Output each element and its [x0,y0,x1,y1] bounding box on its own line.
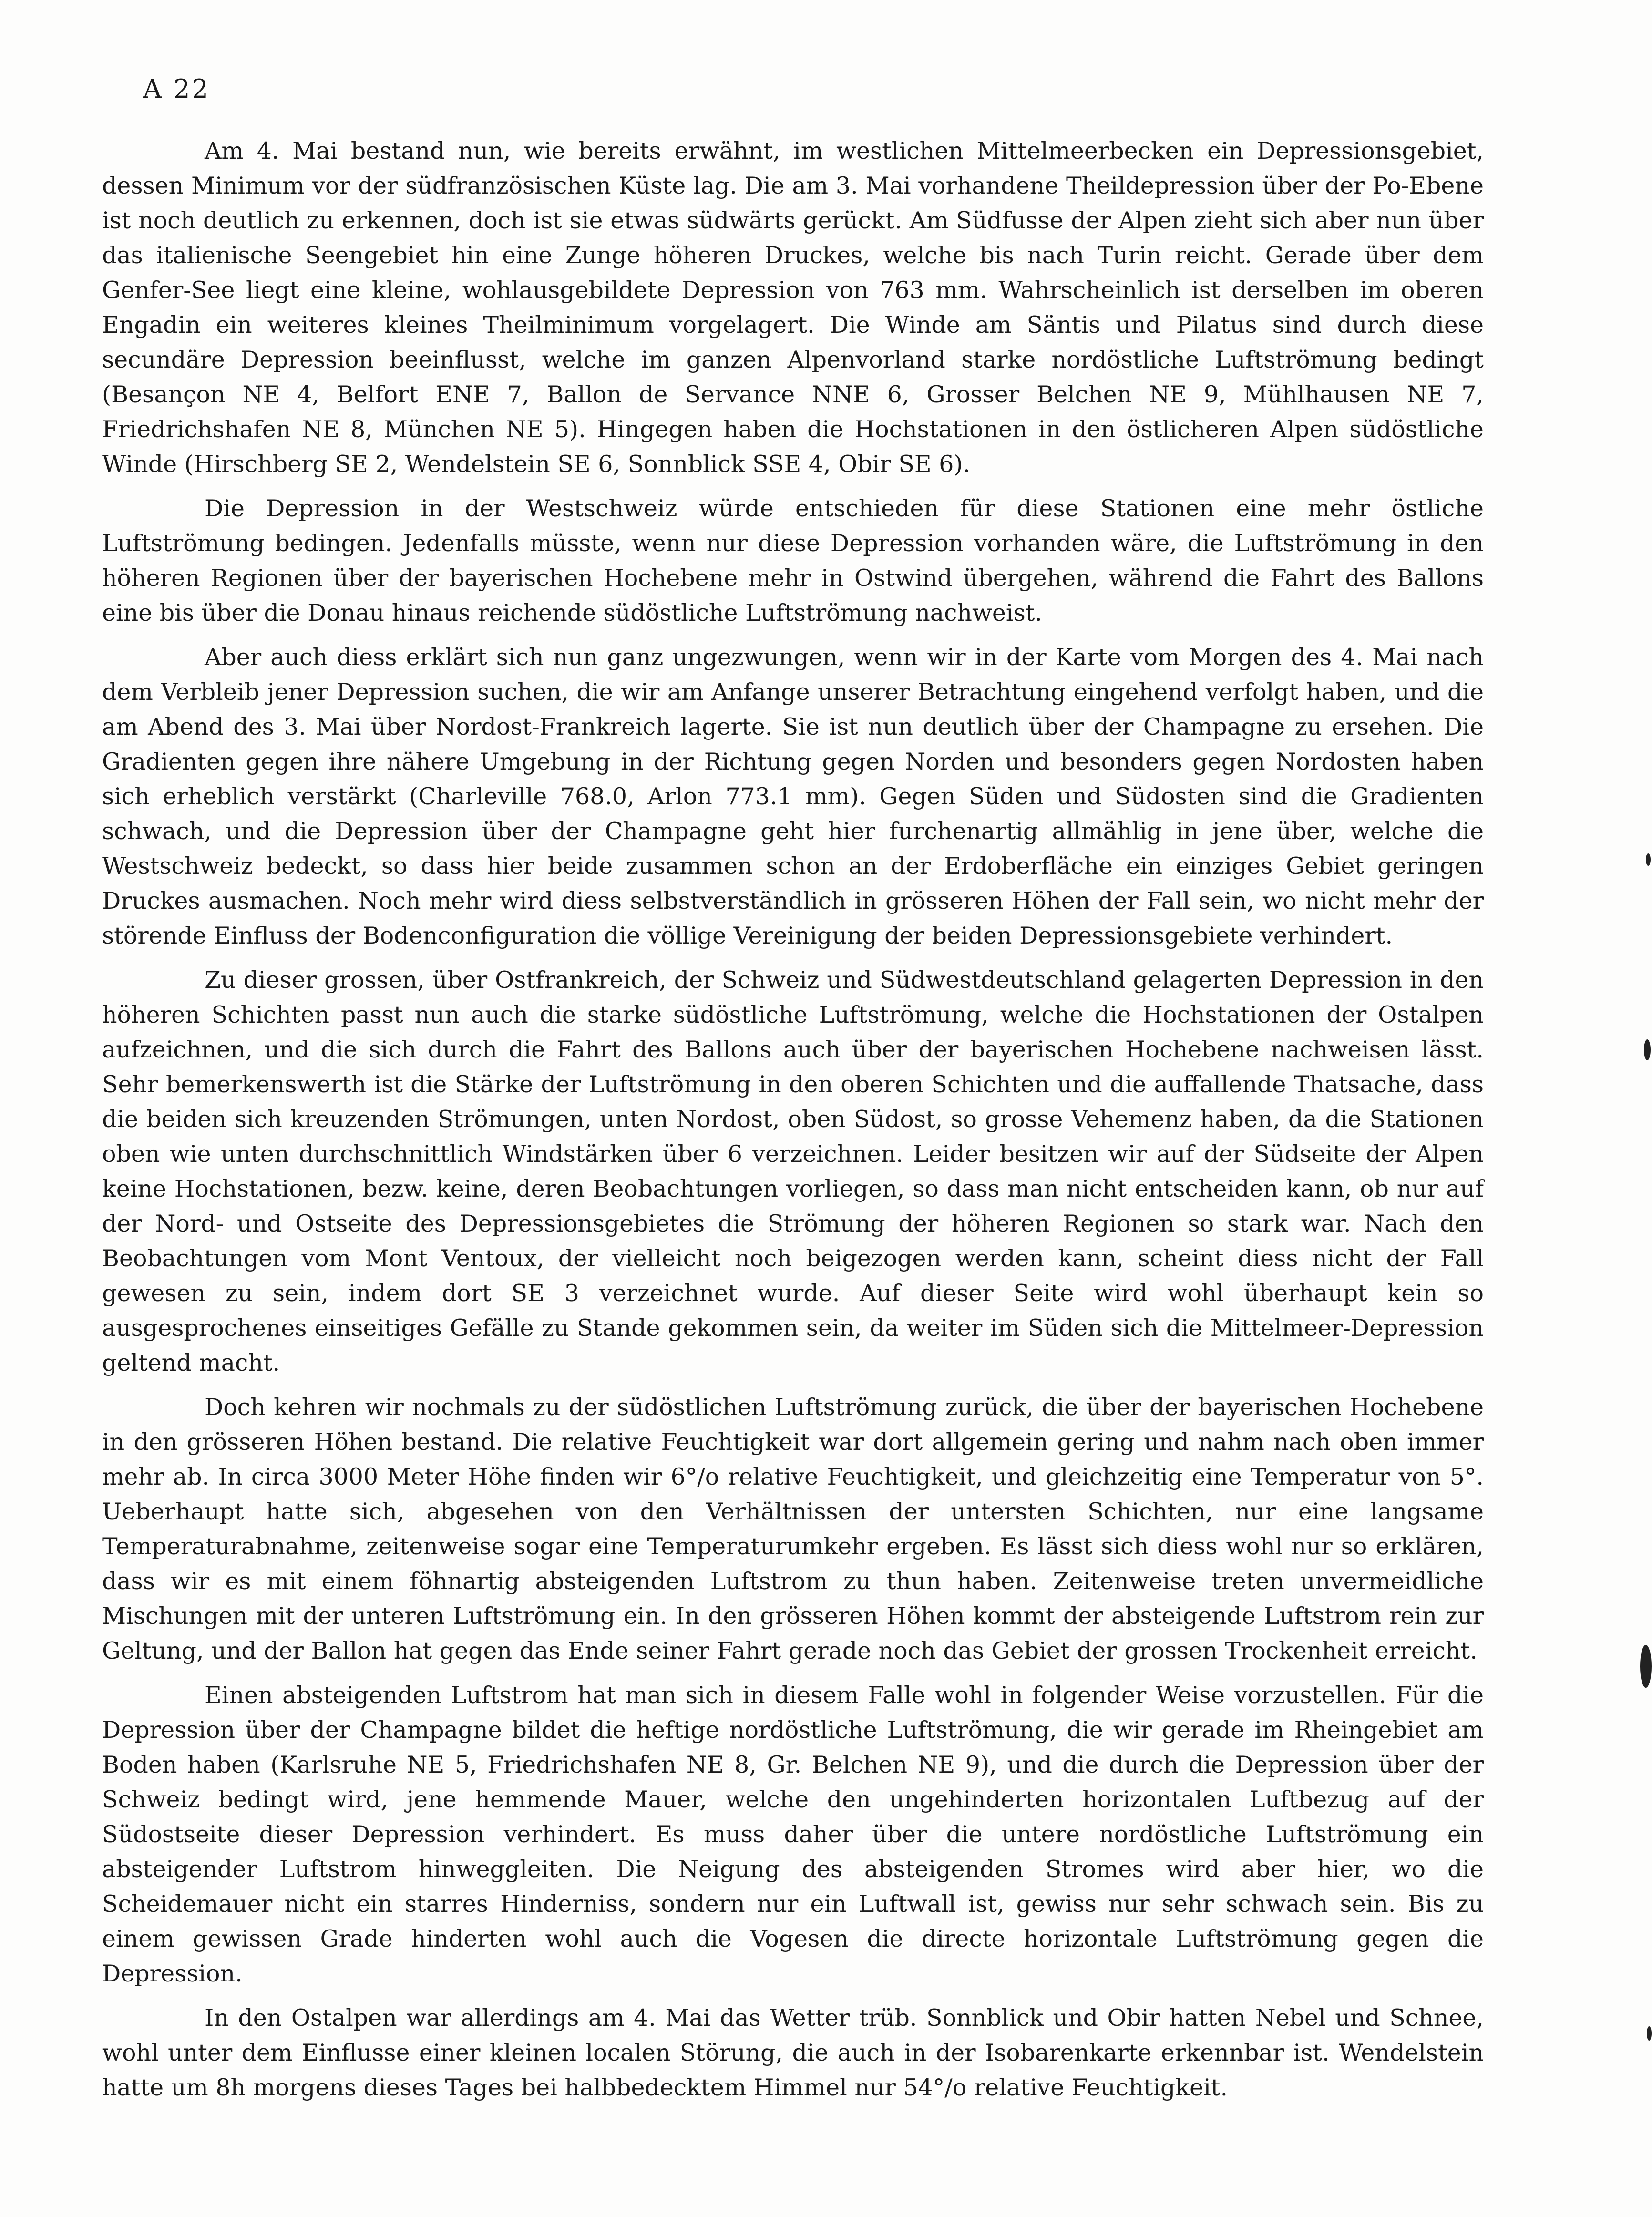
paragraph: Doch kehren wir nochmals zu der südöstlichen Luftströmung zurück, die über der bayerischen Hochebene in den grösseren Höhen bestand. Die relative Feuchtigkeit war dort allgemein gering und nahm nach oben immer mehr ab. In circa 3000 Meter Höhe finden wir 6°/o relative Feuchtigkeit, und gleichzeitig eine Temperatur von 5°. Ueberhaupt hatte sich, abgesehen von den Verhältnissen der untersten Schichten, nur eine langsame Temperaturabnahme, zeitenweise sogar eine Temperaturumkehr ergeben. Es lässt sich diess wohl nur so erklären, dass wir es mit einem föhnartig absteigenden Luftstrom zu thun haben. Zeitenweise treten unvermeidliche Mischungen mit der unteren Luftströmung ein. In den grösseren Höhen kommt der absteigende Luftstrom rein zur Geltung, und der Ballon hat gegen das Ende seiner Fahrt gerade noch das Gebiet der grossen Trockenheit erreicht. [102,1394,1484,1664]
paragraph: Die Depression in der Westschweiz würde entschieden für diese Stationen eine mehr östliche Luftströmung bedingen. Jedenfalls müsste, wenn nur diese Depression vorhanden wäre, die Luftströmung in den höheren Regionen über der bayerischen Hochebene mehr in Ostwind übergehen, während die Fahrt des Ballons eine bis über die Donau hinaus reichende südöstliche Luftströmung nachweist. [102,495,1484,626]
page-number: A 22 [143,74,210,104]
paragraph: Am 4. Mai bestand nun, wie bereits erwähnt, im westlichen Mittelmeerbecken ein Depressionsgebiet, dessen Minimum vor der südfranzösischen Küste lag. Die am 3. Mai vorhandene Theildepression über der Po-Ebene ist noch deutlich zu erkennen, doch ist sie etwas südwärts gerückt. Am Südfusse der Alpen zieht sich aber nun über das italienische Seengebiet hin eine Zunge höheren Druckes, welche bis nach Turin reicht. Gerade über dem Genfer-See liegt eine kleine, wohlausgebildete Depression von 763 mm. Wahrscheinlich ist derselben im oberen Engadin ein weiteres kleines Theilminimum vorgelagert. Die Winde am Säntis und Pilatus sind durch diese secundäre Depression beeinflusst, welche im ganzen Alpenvorland starke nordöstliche Luftströmung bedingt (Besançon NE 4, Belfort ENE 7, Ballon de Servance NNE 6, Grosser Belchen NE 9, Mühlhausen NE 7, Friedrichshafen NE 8, München NE 5). Hingegen haben die Hochstationen in den östlicheren Alpen südöstliche Winde (Hirschberg SE 2, Wendelstein SE 6, Sonnblick SSE 4, Obir SE 6). [102,137,1484,478]
paragraph: Zu dieser grossen, über Ostfrankreich, der Schweiz und Südwestdeutschland gelagerten Depression in den höheren Schichten passt nun auch die starke südöstliche Luftströmung, welche die Hochstationen der Ostalpen aufzeichnen, und die sich durch die Fahrt des Ballons auch über der bayerischen Hochebene nachweisen lässt. Sehr bemerkenswerth ist die Stärke der Luftströmung in den oberen Schichten und die auffallende Thatsache, dass die beiden sich kreuzenden Strömungen, unten Nordost, oben Südost, so grosse Vehemenz haben, da die Stationen oben wie unten durchschnittlich Windstärken über 6 verzeichnen. Leider besitzen wir auf der Südseite der Alpen keine Hochstationen, bezw. keine, deren Beobachtungen vorliegen, so dass man nicht entscheiden kann, ob nur auf der Nord- und Ostseite des Depressionsgebietes die Strömung der höheren Regionen so stark war. Nach den Beobachtungen vom Mont Ventoux, der vielleicht noch beigezogen werden kann, scheint diess nicht der Fall gewesen zu sein, indem dort SE 3 verzeichnet wurde. Auf dieser Seite wird wohl überhaupt kein so ausgesprochenes einseitiges Gefälle zu Stande gekommen sein, da weiter im Süden sich die Mittelmeer-Depression geltend macht. [102,966,1484,1376]
body-text [102,133,1484,2105]
scan-artifact [1647,2026,1652,2041]
scan-artifact [1640,1645,1652,1688]
scan-artifact [1646,853,1651,866]
scan-artifact [1644,1039,1651,1060]
paragraph: Aber auch diess erklärt sich nun ganz ungezwungen, wenn wir in der Karte vom Morgen des 4. Mai nach dem Verbleib jener Depression suchen, die wir am Anfange unserer Betrachtung eingehend verfolgt haben, und die am Abend des 3. Mai über Nordost-Frankreich lagerte. Sie ist nun deutlich über der Champagne zu ersehen. Die Gradienten gegen ihre nähere Umgebung in der Richtung gegen Norden und besonders gegen Nordosten haben sich erheblich verstärkt (Charleville 768.0, Arlon 773.1 mm). Gegen Süden und Südosten sind die Gradienten schwach, und die Depression über der Champagne geht hier furchenartig allmählig in jene über, welche die Westschweiz bedeckt, so dass hier beide zusammen schon an der Erdoberfläche ein einziges Gebiet geringen Druckes ausmachen. Noch mehr wird diess selbstverständlich in grösseren Höhen der Fall sein, wo nicht mehr der störende Einfluss der Bodenconfiguration die völlige Vereinigung der beiden Depressionsgebiete verhindert. [102,644,1484,949]
paragraph: In den Ostalpen war allerdings am 4. Mai das Wetter trüb. Sonnblick und Obir hatten Nebel und Schnee, wohl unter dem Einflusse einer kleinen localen Störung, die auch in der Isobarenkarte erkennbar ist. Wendelstein hatte um 8h morgens dieses Tages bei halbbedecktem Himmel nur 54°/o relative Feuchtigkeit. [102,2004,1484,2101]
paragraph: Einen absteigenden Luftstrom hat man sich in diesem Falle wohl in folgender Weise vorzustellen. Für die Depression über der Champagne bildet die heftige nordöstliche Luftströmung, die wir gerade im Rheingebiet am Boden haben (Karlsruhe NE 5, Friedrichshafen NE 8, Gr. Belchen NE 9), und die durch die Depression über der Schweiz bedingt wird, jene hemmende Mauer, welche den ungehinderten horizontalen Luftbezug auf der Südostseite dieser Depression verhindert. Es muss daher über die untere nordöstliche Luftströmung ein absteigender Luftstrom hinweggleiten. Die Neigung des absteigenden Stromes wird aber hier, wo die Scheidemauer nicht ein starres Hinderniss, sondern nur ein Luftwall ist, gewiss nur sehr schwach sein. Bis zu einem gewissen Grade hinderten wohl auch die Vogesen die directe horizontale Luftströmung gegen die Depression. [102,1682,1484,1987]
